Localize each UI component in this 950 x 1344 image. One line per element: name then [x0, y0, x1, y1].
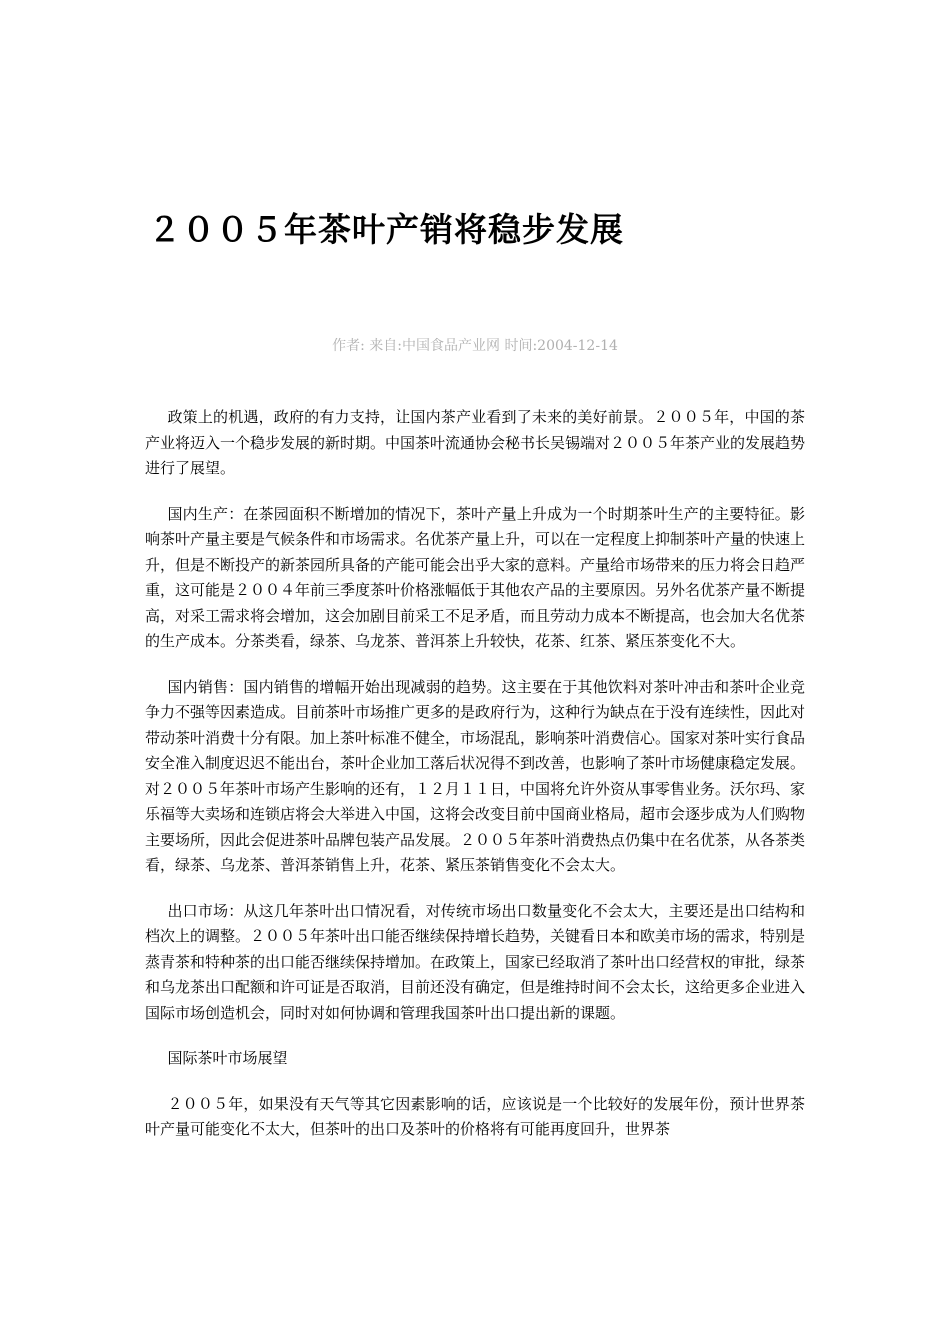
article-meta: 作者: 来自:中国食品产业网 时间:2004-12-14 [332, 338, 618, 354]
article-title: ２００５年茶叶产销将稳步发展 [148, 210, 624, 249]
article-body [145, 405, 805, 1163]
paragraph-domestic-production: 国内生产：在茶园面积不断增加的情况下，茶叶产量上升成为一个时期茶叶生产的主要特征。影响茶叶产量主要是气候条件和市场需求。名优茶产量上升，可以在一定程度上抑制茶叶产量的快速上升，但是不断投产的新茶园所具备的产能可能会出乎大家的意料。产量给市场带来的压力将会日趋严重，这可能是２００４年前三季度茶叶价格涨幅低于其他农产品的主要原因。另外名优茶产量不断提高，对采工需求将会增加，这会加剧目前采工不足矛盾，而且劳动力成本不断提高，也会加大名优茶的生产成本。分茶类看，绿茶、乌龙茶、普洱茶上升较快，花茶、红茶、紧压茶变化不大。 [145, 504, 806, 650]
paragraph-international-outlook: ２００５年，如果没有天气等其它因素影响的话，应该说是一个比较好的发展年份，预计世界茶叶产量可能变化不太大，但茶叶的出口及茶叶的价格将有可能再度回升，世界茶 [145, 1094, 805, 1138]
paragraph-export-market: 出口市场：从这几年茶叶出口情况看，对传统市场出口数量变化不会太大，主要还是出口结构和档次上的调整。２００５年茶叶出口能否继续保持增长趋势，关键看日本和欧美市场的需求，特别是蒸青茶和特种茶的出口能否继续保持增加。在政策上，国家已经取消了茶叶出口经营权的审批，绿茶和乌龙茶出口配额和许可证是否取消，目前还没有确定，但是维持时间不会太长，这给更多企业进入国际市场创造机会，同时对如何协调和管理我国茶叶出口提出新的课题。 [145, 901, 806, 1022]
paragraph-domestic-sales: 国内销售：国内销售的增幅开始出现减弱的趋势。这主要在于其他饮料对茶叶冲击和茶叶企业竞争力不强等因素造成。目前茶叶市场推广更多的是政府行为，这种行为缺点在于没有连续性，因此对带动茶叶消费十分有限。加上茶叶标准不健全，市场混乱，影响茶叶消费信心。国家对茶叶实行食品安全准入制度迟迟不能出台，茶叶企业加工落后状况得不到改善，也影响了茶叶市场健康稳定发展。对２００５年茶叶市场产生影响的还有，１２月１１日，中国将允许外资从事零售业务。沃尔玛、家乐福等大卖场和连锁店将会大举进入中国，这将会改变目前中国商业格局，超市会逐步成为人们购物主要场所，因此会促进茶叶品牌包装产品发展。２００５年茶叶消费热点仍集中在名优茶，从各茶类看，绿茶、乌龙茶、普洱茶销售上升，花茶、紧压茶销售变化不会太大。 [145, 677, 806, 874]
section-heading-international: 国际茶叶市场展望 [167, 1049, 288, 1067]
paragraph-policy: 政策上的机遇，政府的有力支持，让国内茶产业看到了未来的美好前景。２００５年，中国的茶产业将迈入一个稳步发展的新时期。中国茶叶流通协会秘书长吴锡端对２００５年茶产业的发展趋势进行了展望。 [145, 408, 806, 477]
